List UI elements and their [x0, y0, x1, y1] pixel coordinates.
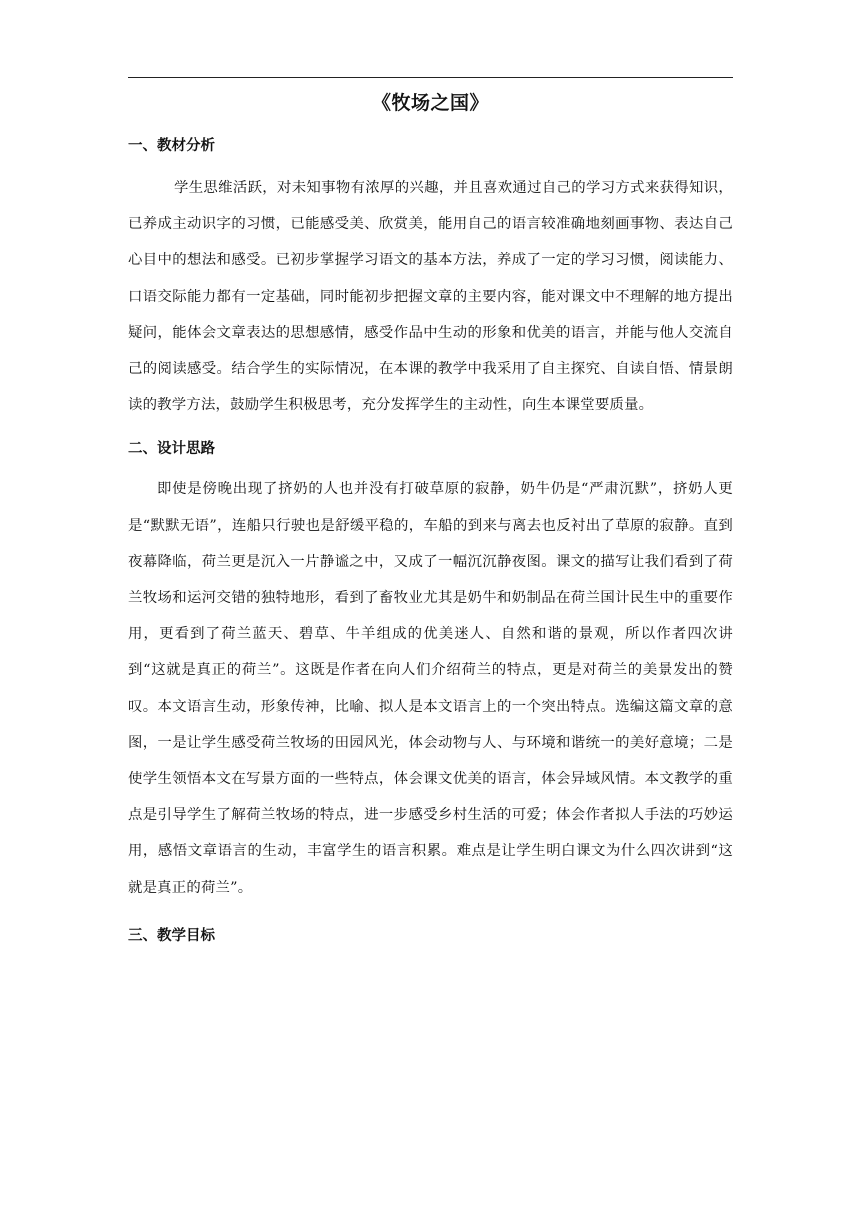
section-heading-teaching-goals: 三、教学目标: [128, 927, 215, 944]
section-heading-textbook-analysis: 一、教材分析: [128, 138, 215, 154]
section-paragraph-design-idea: 即使是傍晚出现了挤奶的人也并没有打破草原的寂静，奶牛仍是“严肃沉默”，挤奶人更是“默默无语”，连船只行驶也是舒缓平稳的，车船的到来与离去也反衬出了草原的寂静。直到夜幕降临，荷兰更是沉入一片静谧之中，又成了一幅沉沉静夜图。课文的描写让我们看到了荷兰牧场和运河交错的独特地形，看到了畜牧业尤其是奶牛和奶制品在荷兰国计民生中的重要作用，更看到了荷兰蓝天、碧草、牛羊组成的优美迷人、自然和谐的景观，所以作者四次讲到“这就是真正的荷兰”。这既是作者在向人们介绍荷兰的特点，更是对荷兰的美景发出的赞叹。本文语言生动，形象传神，比喻、拟人是本文语言上的一个突出特点。选编这篇文章的意图，一是让学生感受荷兰牧场的田园风光，体会动物与人、与环境和谐统一的美好意境；二是使学生领悟本文在写景方面的一些特点，体会课文优美的语言，体会异域风情。本文教学的重点是引导学生了解荷兰牧场的特点，进一步感受乡村生活的可爱；体会作者拟人手法的巧妙运用，感悟文章语言的生动，丰富学生的语言积累。难点是让学生明白课文为什么四次讲到“这就是真正的荷兰”。: [128, 481, 733, 896]
document-body: [128, 126, 733, 956]
header-rule: [128, 77, 733, 78]
section-heading-design-idea: 二、设计思路: [128, 441, 215, 458]
document-title: 《牧场之国》: [371, 92, 489, 114]
section-paragraph-textbook-analysis: 学生思维活跃，对未知事物有浓厚的兴趣，并且喜欢通过自己的学习方式来获得知识，已养成主动识字的习惯，已能感受美、欣赏美，能用自己的语言较准确地刻画事物、表达自己心目中的想法和感受。已初步掌握学习语文的基本方法，养成了一定的学习习惯，阅读能力、口语交际能力都有一定基础，同时能初步把握文章的主要内容，能对课文中不理解的地方提出疑问，能体会文章表达的思想感情，感受作品中生动的形象和优美的语言，并能与他人交流自己的阅读感受。结合学生的实际情况，在本课的教学中我采用了自主探究、自读自悟、情景朗读的教学方法，鼓励学生积极思考，充分发挥学生的主动性，向生本课堂要质量。: [128, 180, 733, 414]
